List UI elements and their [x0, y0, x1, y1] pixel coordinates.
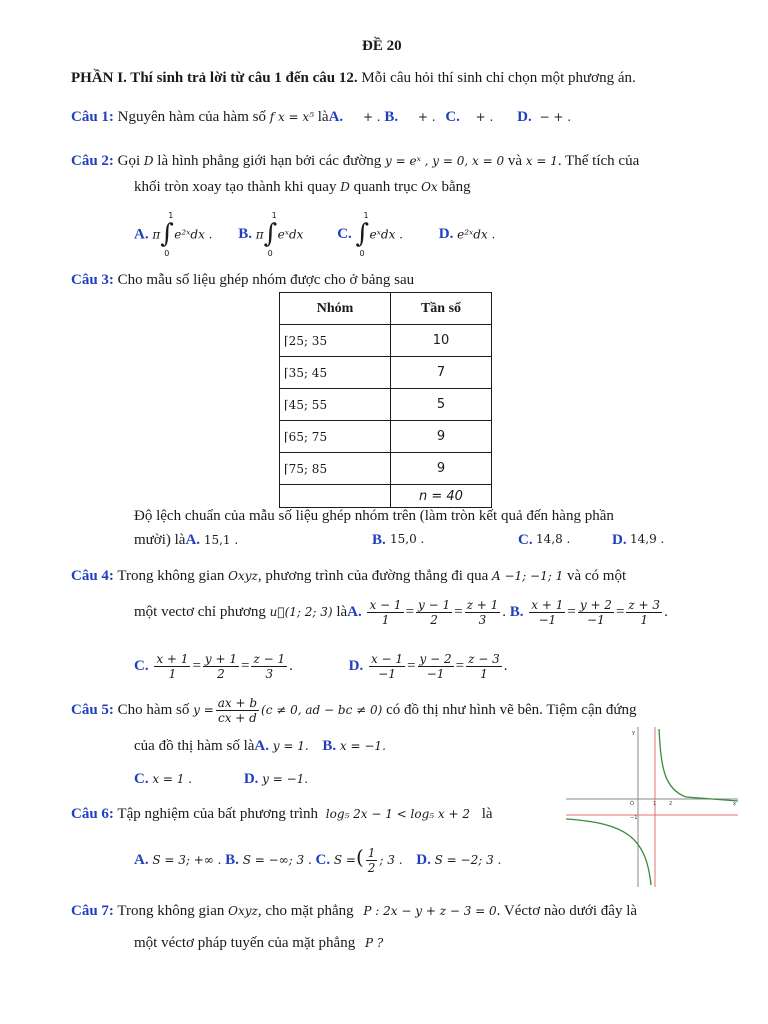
- frequency-cell: 5: [391, 389, 492, 421]
- question-6: [71, 806, 493, 823]
- option-b-label[interactable]: B.: [322, 738, 337, 754]
- option-a-text: 15,1 .: [203, 533, 239, 547]
- option-d-text: y = −1.: [262, 772, 309, 786]
- fraction: $\frac{x - 1}{1}$: [369, 598, 402, 627]
- integrand: e²ˣdx .: [457, 227, 496, 242]
- question-text: một véctơ pháp tuyến của mặt phẳng: [134, 935, 356, 951]
- fraction: $\frac{y - 1}{2}$: [418, 598, 451, 627]
- question-text: Tập nghiệm của bất phương trình: [117, 806, 319, 822]
- direction-vector: u⃗(1; 2; 3): [269, 604, 333, 619]
- option-c-label[interactable]: C.: [134, 771, 149, 787]
- option-a-text: + .: [362, 110, 381, 124]
- axis-x-label: x: [733, 801, 736, 807]
- option-d-text: S = −2; 3 .: [434, 853, 502, 867]
- option-c-text: x = 1 .: [152, 772, 193, 786]
- frequency-cell: 9: [391, 421, 492, 453]
- option-d-text: 14,9 .: [630, 532, 665, 546]
- option-a-label[interactable]: A.: [328, 109, 344, 125]
- question-7: [71, 903, 637, 920]
- group-cell: ⌈45; 55: [280, 389, 391, 421]
- question-3-after: Độ lệch chuẩn của mẫu số liệu ghép nhóm trên (làm tròn kết quả đến hàng phần: [134, 508, 614, 524]
- question-text: mười) là: [134, 532, 186, 548]
- fraction: $\frac{z - 1}{3}$: [253, 652, 286, 681]
- question-label: Câu 6:: [71, 806, 114, 822]
- question-text: Gọi: [117, 153, 141, 169]
- fraction: $\frac{y + 1}{2}$: [204, 652, 238, 681]
- question-4-options-cd: C. $\frac{x + 1}{1}$ = $\frac{y + 1}{2}$ = $\frac{z - 1}{3}$ . D. $\frac{x - 1}{-1}$ = $\frac{y - 2}{-1}$ = $\frac{z - 3}{1}$ .: [134, 652, 508, 681]
- fraction: $\frac{x + 1}{-1}$: [531, 598, 564, 627]
- integrand: e²ˣdx .: [174, 227, 213, 242]
- question-3: [71, 272, 414, 289]
- question-5: [71, 696, 637, 725]
- question-7-line-2: [134, 935, 383, 952]
- option-a-label[interactable]: A.: [134, 226, 149, 243]
- question-text: Trong không gian: [117, 903, 225, 919]
- question-2-options: [134, 211, 496, 258]
- tick-label: 1: [653, 801, 657, 807]
- fraction: $\frac{z + 3}{1}$: [628, 598, 661, 627]
- question-text: là hình phẳng giới hạn bởi các đường: [157, 153, 382, 169]
- plane-equation: P : 2x − y + z − 3 = 0: [363, 904, 497, 918]
- frequency-table: [279, 292, 492, 508]
- option-b-label[interactable]: B.: [384, 109, 399, 125]
- function-graph: [566, 727, 738, 887]
- origin-label: O: [630, 801, 634, 807]
- question-text: Cho mẫu số liệu ghép nhóm được cho ở bảng sau: [117, 272, 415, 288]
- question-5-line-2: [134, 738, 386, 755]
- option-c-label[interactable]: C.: [337, 226, 352, 243]
- curve-right-branch: [659, 729, 738, 801]
- option-d-label[interactable]: D.: [612, 532, 627, 548]
- part-heading: [71, 70, 636, 87]
- fraction: $\frac{x - 1}{-1}$: [370, 652, 404, 681]
- question-text: Nguyên hàm của hàm số: [117, 109, 266, 125]
- group-cell: ⌈25; 35: [280, 325, 391, 357]
- integrand: eˣdx: [277, 227, 304, 242]
- option-c-text: 14,8 .: [536, 532, 571, 546]
- axis-y-label: y: [632, 730, 635, 736]
- question-text: quanh trục: [353, 179, 418, 195]
- fraction: $\frac{1}{2}$: [367, 846, 376, 876]
- table-row: [280, 389, 492, 421]
- question-text: Cho hàm số: [117, 701, 190, 718]
- option-b-text: x = −1.: [339, 739, 386, 753]
- option-d-label[interactable]: D.: [348, 657, 364, 674]
- question-6-options: A. S = 3; +∞ . B. S = −∞; 3 . C. S =( $\frac{1}{2}$ ; 3 . D. S = −2; 3 .: [134, 845, 502, 876]
- option-b-text: 15,0 .: [390, 532, 425, 546]
- question-label: Câu 5:: [71, 701, 114, 718]
- question-label: Câu 2:: [71, 153, 114, 169]
- question-label: Câu 3:: [71, 272, 114, 288]
- integral-sign: ∫ 1 0: [160, 211, 174, 258]
- function-expression: f x = x⁵: [269, 110, 315, 124]
- question-1: [71, 109, 571, 126]
- frequency-cell: 9: [391, 453, 492, 485]
- fraction: $\frac{y + 2}{-1}$: [579, 598, 612, 627]
- tick-label: 2: [669, 801, 673, 807]
- option-b-label[interactable]: B.: [509, 603, 524, 620]
- question-text: và có một: [566, 568, 627, 584]
- pi-symbol: π: [152, 227, 161, 242]
- question-text: bằng: [441, 179, 471, 195]
- fraction: $\frac{ax + b}{cx + d}$: [217, 696, 258, 725]
- option-c-label[interactable]: C.: [518, 532, 533, 548]
- question-text: . Véctơ nào dưới đây là: [496, 903, 638, 919]
- fraction: $\frac{z + 1}{3}$: [466, 598, 499, 627]
- option-c-label[interactable]: C.: [315, 852, 331, 868]
- fraction: $\frac{z - 3}{1}$: [468, 652, 500, 681]
- integral-sign: ∫ 1 0: [263, 211, 278, 258]
- group-cell: ⌈65; 75: [280, 421, 391, 453]
- tick-label: −1: [630, 815, 638, 821]
- question-text: . Thể tích của: [557, 153, 640, 169]
- question-text: và: [507, 153, 523, 169]
- option-d-label[interactable]: D.: [416, 852, 431, 868]
- question-tail: là: [317, 109, 329, 125]
- curve-equation: x = 1: [525, 154, 558, 168]
- part-label: PHẦN I. Thí sinh trả lời từ câu 1 đến câu 12.: [71, 70, 358, 86]
- question-3-options: [134, 532, 734, 549]
- option-a-label[interactable]: A.: [254, 738, 269, 754]
- condition: (c ≠ 0, ad − bc ≠ 0): [261, 702, 383, 717]
- question-2-line-2: [134, 179, 471, 196]
- coordinate-system: Oxyz: [228, 904, 258, 918]
- option-b-label[interactable]: B.: [238, 226, 252, 243]
- question-text: Trong không gian: [117, 568, 225, 584]
- option-d-text: − + .: [539, 110, 572, 124]
- question-text: , phương trình của đường thẳng đi qua: [257, 568, 489, 584]
- function-lhs: y =: [193, 702, 214, 717]
- total-cell: n = 40: [391, 485, 492, 508]
- empty-cell: [280, 485, 391, 508]
- column-header-group: Nhóm: [280, 293, 391, 325]
- option-c-text: ; 3 .: [379, 853, 403, 867]
- option-a-text: y = 1.: [272, 739, 309, 753]
- question-2: [71, 153, 639, 170]
- option-b-label[interactable]: B.: [372, 532, 386, 548]
- option-a-label[interactable]: A.: [185, 532, 201, 548]
- question-4: [71, 568, 626, 585]
- group-cell: ⌈35; 45: [280, 357, 391, 389]
- question-label: Câu 1:: [71, 109, 114, 125]
- option-a-label[interactable]: A.: [134, 852, 149, 868]
- plane-symbol: P ?: [364, 936, 384, 950]
- part-instruction: Mỗi câu hỏi thí sinh chỉ chọn một phương án.: [361, 70, 636, 86]
- option-d-label[interactable]: D.: [517, 109, 532, 125]
- question-5-options-cd: [134, 771, 308, 788]
- table-header-row: [280, 293, 492, 325]
- point-a: A −1; −1; 1: [492, 569, 564, 583]
- option-c-text: + .: [475, 110, 494, 124]
- question-label: Câu 7:: [71, 903, 114, 919]
- question-text: là: [336, 603, 348, 620]
- option-b-text: + .: [417, 110, 436, 124]
- exam-title: ĐỀ 20: [362, 38, 402, 54]
- question-text: của đồ thị hàm số là: [134, 738, 255, 754]
- coordinate-system: Oxyz: [228, 569, 258, 583]
- option-c-label[interactable]: C.: [445, 109, 460, 125]
- integrand: eˣdx .: [369, 227, 403, 242]
- axis-symbol: Ox: [421, 180, 438, 194]
- region-symbol: D: [143, 154, 154, 168]
- region-symbol: D: [340, 180, 350, 194]
- option-d-label[interactable]: D.: [438, 226, 454, 243]
- table-row: [280, 453, 492, 485]
- question-label: Câu 4:: [71, 568, 114, 584]
- curve-equations: y = eˣ , y = 0, x = 0: [385, 154, 505, 168]
- question-text: khối tròn xoay tạo thành khi quay: [134, 179, 337, 195]
- question-text: , cho mặt phẳng: [257, 903, 354, 919]
- table-row: [280, 357, 492, 389]
- table-total-row: [280, 485, 492, 508]
- question-text: một vectơ chỉ phương: [134, 603, 266, 620]
- pi-symbol: π: [255, 227, 264, 242]
- table-row: [280, 421, 492, 453]
- option-c-label[interactable]: C.: [134, 657, 149, 674]
- integral-sign: ∫ 1 0: [355, 211, 370, 258]
- column-header-frequency: Tần số: [391, 293, 492, 325]
- frequency-cell: 7: [391, 357, 492, 389]
- fraction: $\frac{y - 2}{-1}$: [419, 652, 452, 681]
- option-d-label[interactable]: D.: [243, 771, 259, 787]
- option-b-text: S = −∞; 3 .: [242, 853, 312, 867]
- frequency-cell: 10: [391, 325, 492, 357]
- question-4-line-2: một vectơ chỉ phương u⃗(1; 2; 3) làA. $\frac{x - 1}{1}$ = $\frac{y - 1}{2}$ = $\frac{z + 1}{3}$ . B. $\frac{x + 1}{-1}$ = $\frac{y + 2}{-1}$ = $\frac{z + 3}{1}$ .: [134, 598, 668, 627]
- option-a-text: S = 3; +∞ .: [152, 853, 222, 867]
- group-cell: ⌈75; 85: [280, 453, 391, 485]
- option-b-label[interactable]: B.: [225, 852, 239, 868]
- option-a-label[interactable]: A.: [347, 603, 362, 620]
- option-c-text: S =: [333, 853, 356, 867]
- table-row: [280, 325, 492, 357]
- question-text: là: [481, 806, 493, 822]
- inequality: log₅ 2x − 1 < log₅ x + 2: [325, 807, 470, 821]
- question-text: có đồ thị như hình vẽ bên. Tiệm cận đứng: [386, 701, 637, 718]
- fraction: $\frac{x + 1}{1}$: [156, 652, 189, 681]
